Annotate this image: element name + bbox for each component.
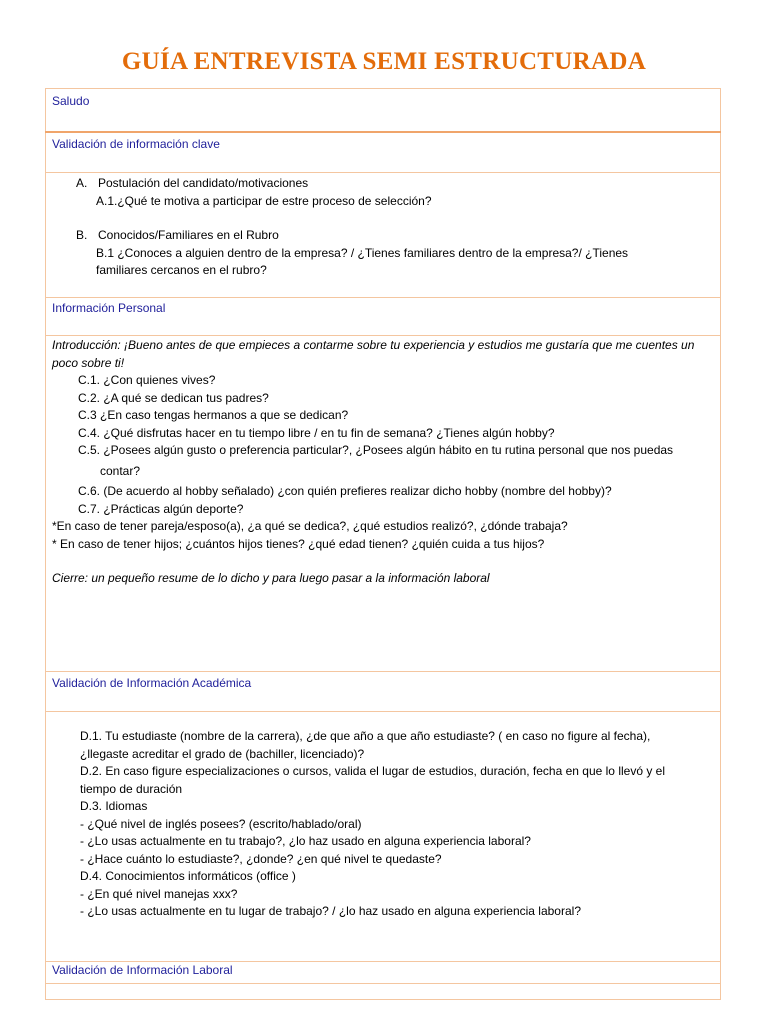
question-b1-line2: familiares cercanos en el rubro? <box>96 263 267 277</box>
question-d3: D.3. Idiomas <box>80 799 148 813</box>
question-d4-b: - ¿Lo usas actualmente en tu lugar de trabajo? / ¿lo haz usado en alguna experiencia laboral? <box>80 904 581 918</box>
section-academica: Validación de Información Académica <box>46 672 721 712</box>
personal-cell <box>46 336 721 672</box>
question-d4-a: - ¿En qué nivel manejas xxx? <box>80 886 238 901</box>
item-a <box>52 175 714 193</box>
row-personal-questions <box>46 336 721 672</box>
item-b-letter: B. <box>76 228 88 242</box>
item-a-title: Postulación del candidato/motivaciones <box>98 176 309 190</box>
intro-text: Introducción: ¡Bueno antes de que empieces a contarme sobre tu experiencia y estudios me gustaría que me cuentes un poco sobre ti! <box>52 338 695 370</box>
row-validacion <box>46 132 721 173</box>
question-d2-line1: D.2. En caso figure especializaciones o cursos, valida el lugar de estudios, duración, fecha en que lo llevó y el <box>80 764 666 778</box>
question-d4: D.4. Conocimientos informáticos (office ) <box>80 869 296 883</box>
academica-cell <box>46 712 721 962</box>
row-motivaciones <box>46 173 721 298</box>
question-d1-line2: ¿llegaste acreditar el grado de (bachiller, licenciado)? <box>80 746 365 761</box>
question-a1: A.1.¿Qué te motiva a participar de estre proceso de selección? <box>96 193 432 208</box>
question-d3-b: - ¿Lo usas actualmente en tu trabajo?, ¿lo haz usado en alguna experiencia laboral? <box>80 834 531 848</box>
question-c4: C.4. ¿Qué disfrutas hacer en tu tiempo libre / en tu fin de semana? ¿Tienes algún hobby? <box>78 425 555 440</box>
section-saludo: Saludo <box>46 89 721 133</box>
row-academica <box>46 672 721 712</box>
question-c6: C.6. (De acuerdo al hobby señalado) ¿con quién prefieres realizar dicho hobby (nombre del hobby)? <box>78 484 612 498</box>
laboral-cell <box>46 984 721 1000</box>
cierre-text: Cierre: un pequeño resume de lo dicho y para luego pasar a la información laboral <box>52 571 490 585</box>
question-pareja: *En caso de tener pareja/esposo(a), ¿a qué se dedica?, ¿qué estudios realizó?, ¿dónde trabaja? <box>52 519 568 533</box>
question-c2: C.2. ¿A qué se dedican tus padres? <box>78 390 269 405</box>
item-b <box>52 227 714 245</box>
question-c5-line1: C.5. ¿Posees algún gusto o preferencia particular?, ¿Posees algún hábito en tu rutina personal que nos puedas <box>78 443 674 457</box>
section-validacion: Validación de información clave <box>46 132 721 173</box>
item-b-title: Conocidos/Familiares en el Rubro <box>98 228 279 242</box>
row-saludo <box>46 89 721 133</box>
question-c7: C.7. ¿Prácticas algún deporte? <box>78 501 244 516</box>
question-c3: C.3 ¿En caso tengas hermanos a que se dedican? <box>78 408 349 422</box>
item-a-letter: A. <box>76 176 88 190</box>
question-d2-line2: tiempo de duración <box>80 781 183 796</box>
row-academica-questions <box>46 712 721 962</box>
question-d3-a: - ¿Qué nivel de inglés posees? (escrito/hablado/oral) <box>80 816 362 831</box>
motivaciones-cell <box>46 173 721 298</box>
question-c5-line2: contar? <box>100 463 141 478</box>
row-info-personal <box>46 298 721 336</box>
question-hijos: * En caso de tener hijos; ¿cuántos hijos tienes? ¿qué edad tienen? ¿quién cuida a tus hijos? <box>52 536 545 551</box>
section-info-personal: Información Personal <box>46 298 721 336</box>
row-laboral-body <box>46 984 721 1000</box>
document-title: GUÍA ENTREVISTA SEMI ESTRUCTURADA <box>121 48 647 75</box>
row-laboral <box>46 962 721 984</box>
question-b1-line1: B.1 ¿Conoces a alguien dentro de la empresa? / ¿Tienes familiares dentro de la empresa?/ ¿Tienes <box>96 245 629 260</box>
interview-guide-table <box>45 88 721 1000</box>
question-d3-c: - ¿Hace cuánto lo estudiaste?, ¿donde? ¿en qué nivel te quedaste? <box>80 851 442 866</box>
section-laboral: Validación de Información Laboral <box>46 962 721 984</box>
question-d1-line1: D.1. Tu estudiaste (nombre de la carrera), ¿de que año a que año estudiaste? ( en caso no figure al fecha), <box>80 729 651 743</box>
question-c1: C.1. ¿Con quienes vives? <box>78 373 216 387</box>
